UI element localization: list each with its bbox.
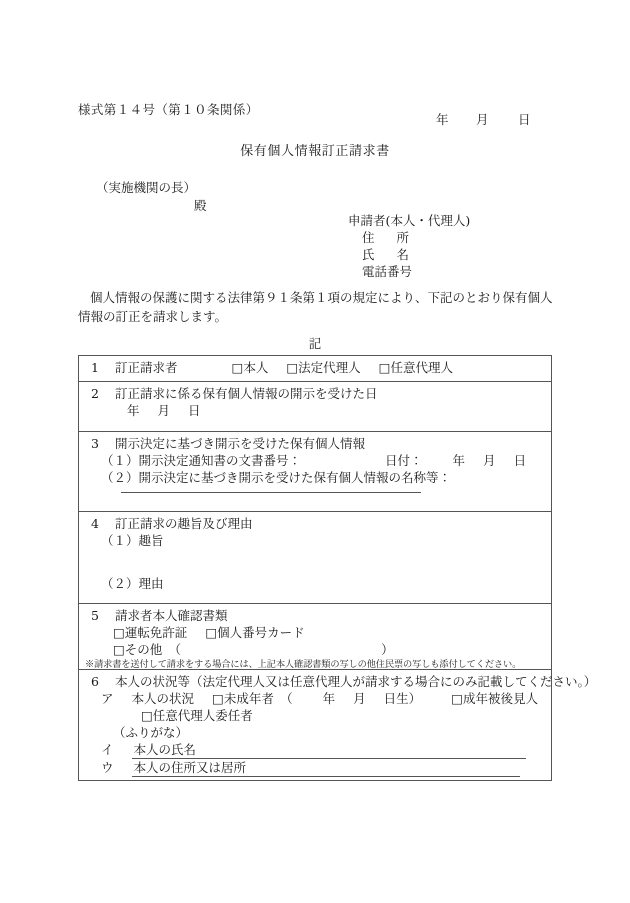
statement-paragraph: 個人情報の保護に関する法律第９１条第１項の規定により、下記のとおり保有個人情報の訂正を請求します。 (78, 290, 553, 324)
row3-line (79, 435, 551, 452)
table-row-2 (79, 382, 551, 432)
row1-number: 1 (91, 360, 99, 375)
applicant-block (348, 212, 470, 280)
form-table (78, 355, 597, 781)
row5-note: ※請求書を送付して請求をする場合には、上記本人確認書類の写しの他住民票の写しも添付してください。 (85, 659, 522, 670)
row6-item-u-marker: ウ (101, 760, 114, 775)
row6-line (79, 673, 597, 690)
row3-item1-date-label: 日付： (385, 453, 423, 468)
row5-number: 5 (91, 608, 99, 623)
row3-item1-year: 年 (452, 453, 466, 468)
row3-item1-month: 月 (483, 453, 496, 468)
row6-item-i-line (79, 741, 551, 759)
header-date-day: 日 (518, 112, 531, 127)
applicant-name-label-2: 名 (396, 247, 410, 262)
checkbox-voluntary-delegator[interactable]: □任意代理人委任者 (141, 708, 253, 723)
row6-item-i-marker: イ (101, 742, 114, 757)
header-date-line (436, 110, 532, 128)
row2-date-line[interactable] (79, 402, 551, 419)
row3-item1-line[interactable] (79, 452, 551, 469)
row5-options-line (79, 624, 551, 641)
addressee-honorific: 殿 (194, 198, 207, 213)
row4-number: 4 (91, 516, 99, 531)
applicant-name-label-1: 氏 (362, 247, 375, 262)
header-date-month: 月 (476, 112, 489, 127)
row2-label: 訂正請求に係る保有個人情報の開示を受けた日 (115, 386, 378, 401)
row6-minor-birth: 日生） (383, 691, 422, 706)
applicant-heading: 申請者(本人・代理人) (348, 213, 471, 228)
row2-number: 2 (91, 386, 99, 401)
row3-item2-label: （２）開示決定に基づき開示を受けた保有個人情報の名称等： (101, 470, 452, 485)
row1-line (79, 359, 551, 376)
table-row-6 (79, 670, 597, 780)
row2-month: 月 (157, 403, 171, 418)
row5-other-line (79, 641, 551, 658)
row6-person-address-field[interactable]: 本人の住所又は居所 (132, 759, 520, 777)
row3-number: 3 (91, 436, 99, 451)
row4-line (79, 515, 551, 532)
checkbox-adult-ward[interactable]: □成年被後見人 (451, 691, 538, 706)
row4-item2-label[interactable]: （２）理由 (101, 576, 164, 591)
header-date-year: 年 (436, 112, 449, 127)
checkbox-mynumber-card[interactable]: □個人番号カード (205, 625, 305, 640)
row6-item-a-line (79, 690, 551, 707)
row5-label: 請求者本人確認書類 (115, 608, 228, 623)
checkbox-other-document[interactable]: □その他 （ (113, 642, 182, 657)
row6-number: 6 (91, 674, 99, 689)
applicant-address-label-1: 住 (362, 230, 375, 245)
form-number: 様式第１４号（第１０条関係） (78, 102, 259, 117)
checkbox-drivers-license[interactable]: □運転免許証 (113, 625, 188, 640)
row6-minor-year: 年 (322, 691, 336, 706)
row5-line (79, 607, 551, 624)
table-row-5 (79, 604, 551, 670)
checkbox-legal-rep[interactable]: □法定代理人 (286, 360, 361, 375)
row6-furigana-label: （ふりがな） (113, 725, 189, 740)
row6-minor-month: 月 (353, 691, 366, 706)
row6-item-a-label: 本人の状況 (131, 691, 195, 706)
row4-item1-label[interactable]: （１）趣旨 (101, 533, 164, 548)
table-row-4 (79, 512, 551, 604)
checkbox-voluntary-rep[interactable]: □任意代理人 (378, 360, 453, 375)
applicant-phone-row: 電話番号 (362, 264, 413, 279)
table-row-3 (79, 432, 551, 512)
applicant-address-label-2: 所 (396, 230, 410, 245)
other-document-close-paren: ） (381, 642, 394, 657)
row4-label: 訂正請求の趣旨及び理由 (115, 516, 253, 531)
row6-label: 本人の状況等（法定代理人又は任意代理人が請求する場合にのみ記載してください。） (115, 674, 597, 689)
page-title: 保有個人情報訂正請求書 (240, 144, 390, 159)
table-row-1 (79, 356, 551, 382)
addressee-label: （実施機関の長） (96, 180, 197, 195)
row2-year: 年 (127, 403, 140, 418)
row2-day: 日 (188, 403, 201, 418)
row3-label: 開示決定に基づき開示を受けた保有個人情報 (115, 436, 366, 451)
applicant-name-row (348, 246, 470, 263)
row6-person-name-field[interactable]: 本人の氏名 (132, 741, 526, 759)
row3-answer-underline[interactable] (121, 492, 421, 493)
row3-item1-label: （１）開示決定通知書の文書番号： (101, 453, 302, 468)
row6-item-a-marker: ア (101, 691, 114, 706)
row2-line (79, 385, 551, 402)
applicant-address-row (348, 229, 470, 246)
row6-item-u-line (79, 759, 551, 777)
ki-label: 記 (308, 336, 322, 351)
checkbox-minor[interactable]: □未成年者 （ (212, 691, 293, 706)
row1-label: 訂正請求者 (115, 360, 178, 375)
row4-item1-answer-area[interactable] (79, 549, 551, 575)
row6-voluntary-delegator-line (79, 707, 551, 724)
row3-item1-day: 日 (513, 453, 527, 468)
checkbox-self[interactable]: □本人 (231, 360, 269, 375)
